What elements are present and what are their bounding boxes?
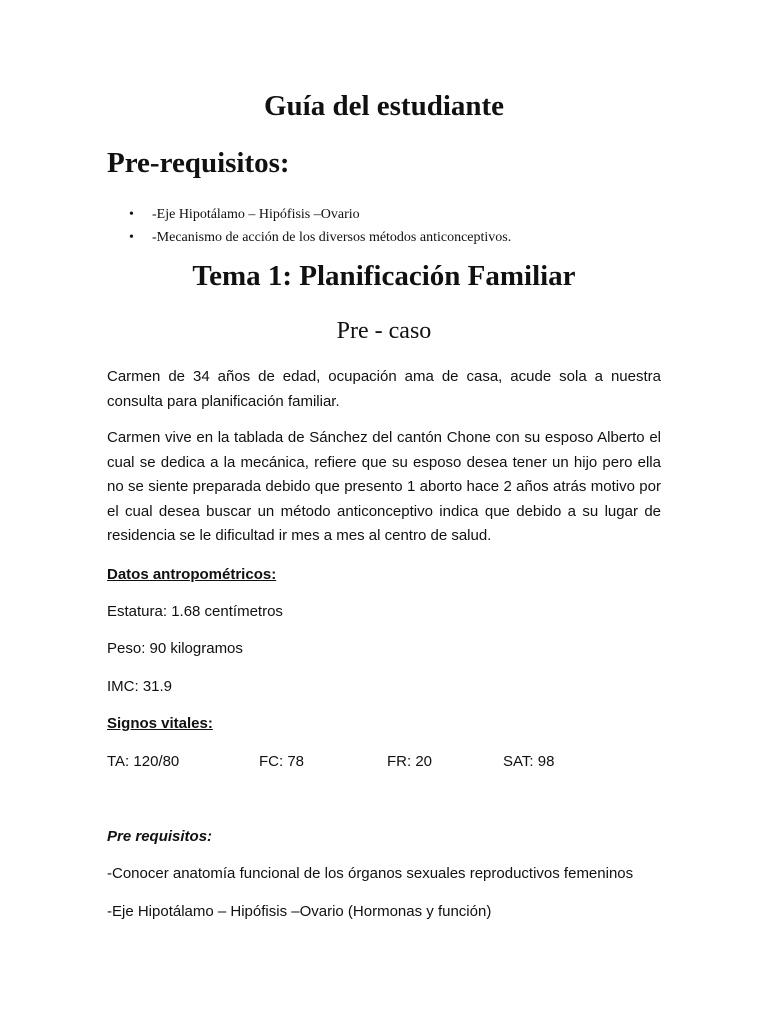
prerequisites-heading: Pre-requisitos: (107, 147, 290, 179)
vital-sat: SAT: 98 (503, 753, 555, 770)
list-item (107, 226, 511, 249)
prerequisites-list (107, 203, 511, 249)
anthropometric-heading: Datos antropométricos: (107, 566, 277, 583)
case-paragraph-2: Carmen vive en la tablada de Sánchez del cantón Chone con su esposo Alberto el cual se dedica a la mecánica, refiere que su esposo desea tener un hijo pero ella no se siente preparada debido que presento 1 aborto hace 2 años atrás motivo por el cual desea buscar un método anticonceptivo indica que debido a su lugar de residencia se le dificultad ir mes a mes al centro de salud. (107, 429, 661, 545)
prerequisites-2-heading: Pre requisitos: (107, 828, 213, 845)
topic-title: Tema 1: Planificación Familiar (192, 260, 576, 292)
bmi-value: IMC: 31.9 (107, 678, 173, 695)
document-title: Guía del estudiante (263, 90, 505, 122)
weight-value: Peso: 90 kilogramos (107, 640, 243, 657)
prerequisite-line-1: -Conocer anatomía funcional de los órganos sexuales reproductivos femeninos (107, 865, 634, 882)
bullet-icon: • (129, 230, 134, 245)
vital-fr: FR: 20 (387, 753, 433, 770)
case-heading: Pre - caso (336, 318, 432, 344)
list-item (107, 203, 511, 226)
list-item-text: -Mecanismo de acción de los diversos métodos anticonceptivos. (152, 230, 512, 245)
height-value: Estatura: 1.68 centímetros (107, 603, 283, 620)
case-paragraph-1: Carmen de 34 años de edad, ocupación ama de casa, acude sola a nuestra consulta para planificación familiar. (107, 368, 661, 410)
vital-fc: FC: 78 (259, 753, 305, 770)
prerequisite-line-2: -Eje Hipotálamo – Hipófisis –Ovario (Hormonas y función) (107, 903, 492, 920)
vitals-heading: Signos vitales: (107, 715, 213, 732)
list-item-text: -Eje Hipotálamo – Hipófisis –Ovario (152, 207, 360, 222)
bullet-icon: • (129, 207, 134, 222)
vital-ta: TA: 120/80 (107, 753, 180, 770)
